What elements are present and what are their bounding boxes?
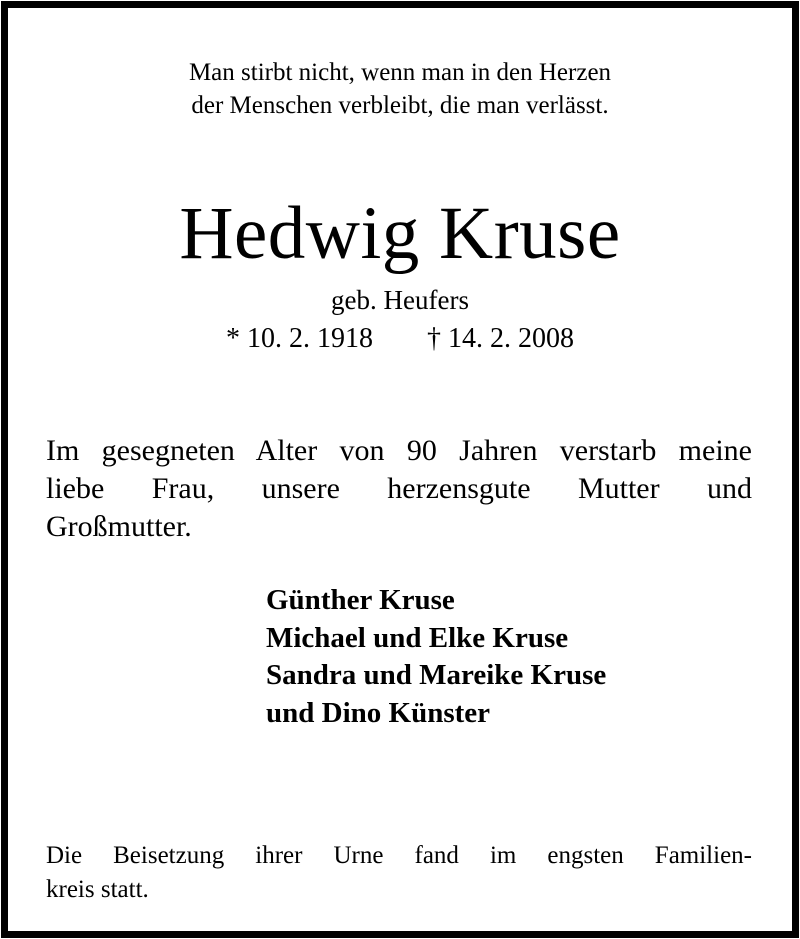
motto-line: der Menschen verbleibt, die man verlässt.: [191, 92, 609, 119]
motto-quote: [8, 56, 792, 122]
announcement-line: liebe Frau, unsere herzensgute Mutter und: [46, 472, 752, 505]
death-date: † 14. 2. 2008: [427, 323, 574, 354]
maiden-name: geb. Heufers: [331, 285, 469, 315]
mourner-name: Sandra und Mareike Kruse: [266, 659, 607, 691]
mourner-name: Michael und Elke Kruse: [266, 621, 569, 654]
funeral-line: kreis statt.: [46, 876, 149, 903]
funeral-note: [46, 839, 752, 907]
obituary-notice: [1, 1, 799, 938]
announcement-line: Großmutter.: [46, 510, 192, 543]
funeral-line: Die Beisetzung ihrer Urne fand im engsten Familien-: [46, 842, 752, 869]
birth-date: * 10. 2. 1918: [226, 323, 373, 354]
announcement-line: Im gesegneten Alter von 90 Jahren verstarb meine: [46, 434, 752, 467]
deceased-name: Hedwig Kruse: [179, 192, 621, 275]
motto-line: Man stirbt nicht, wenn man in den Herzen: [188, 59, 612, 86]
mourner-name: Günther Kruse: [266, 584, 455, 616]
life-dates: [8, 321, 792, 357]
announcement-text: [46, 432, 752, 546]
mourner-name: und Dino Künster: [266, 696, 491, 729]
mourners-list: [266, 582, 606, 732]
